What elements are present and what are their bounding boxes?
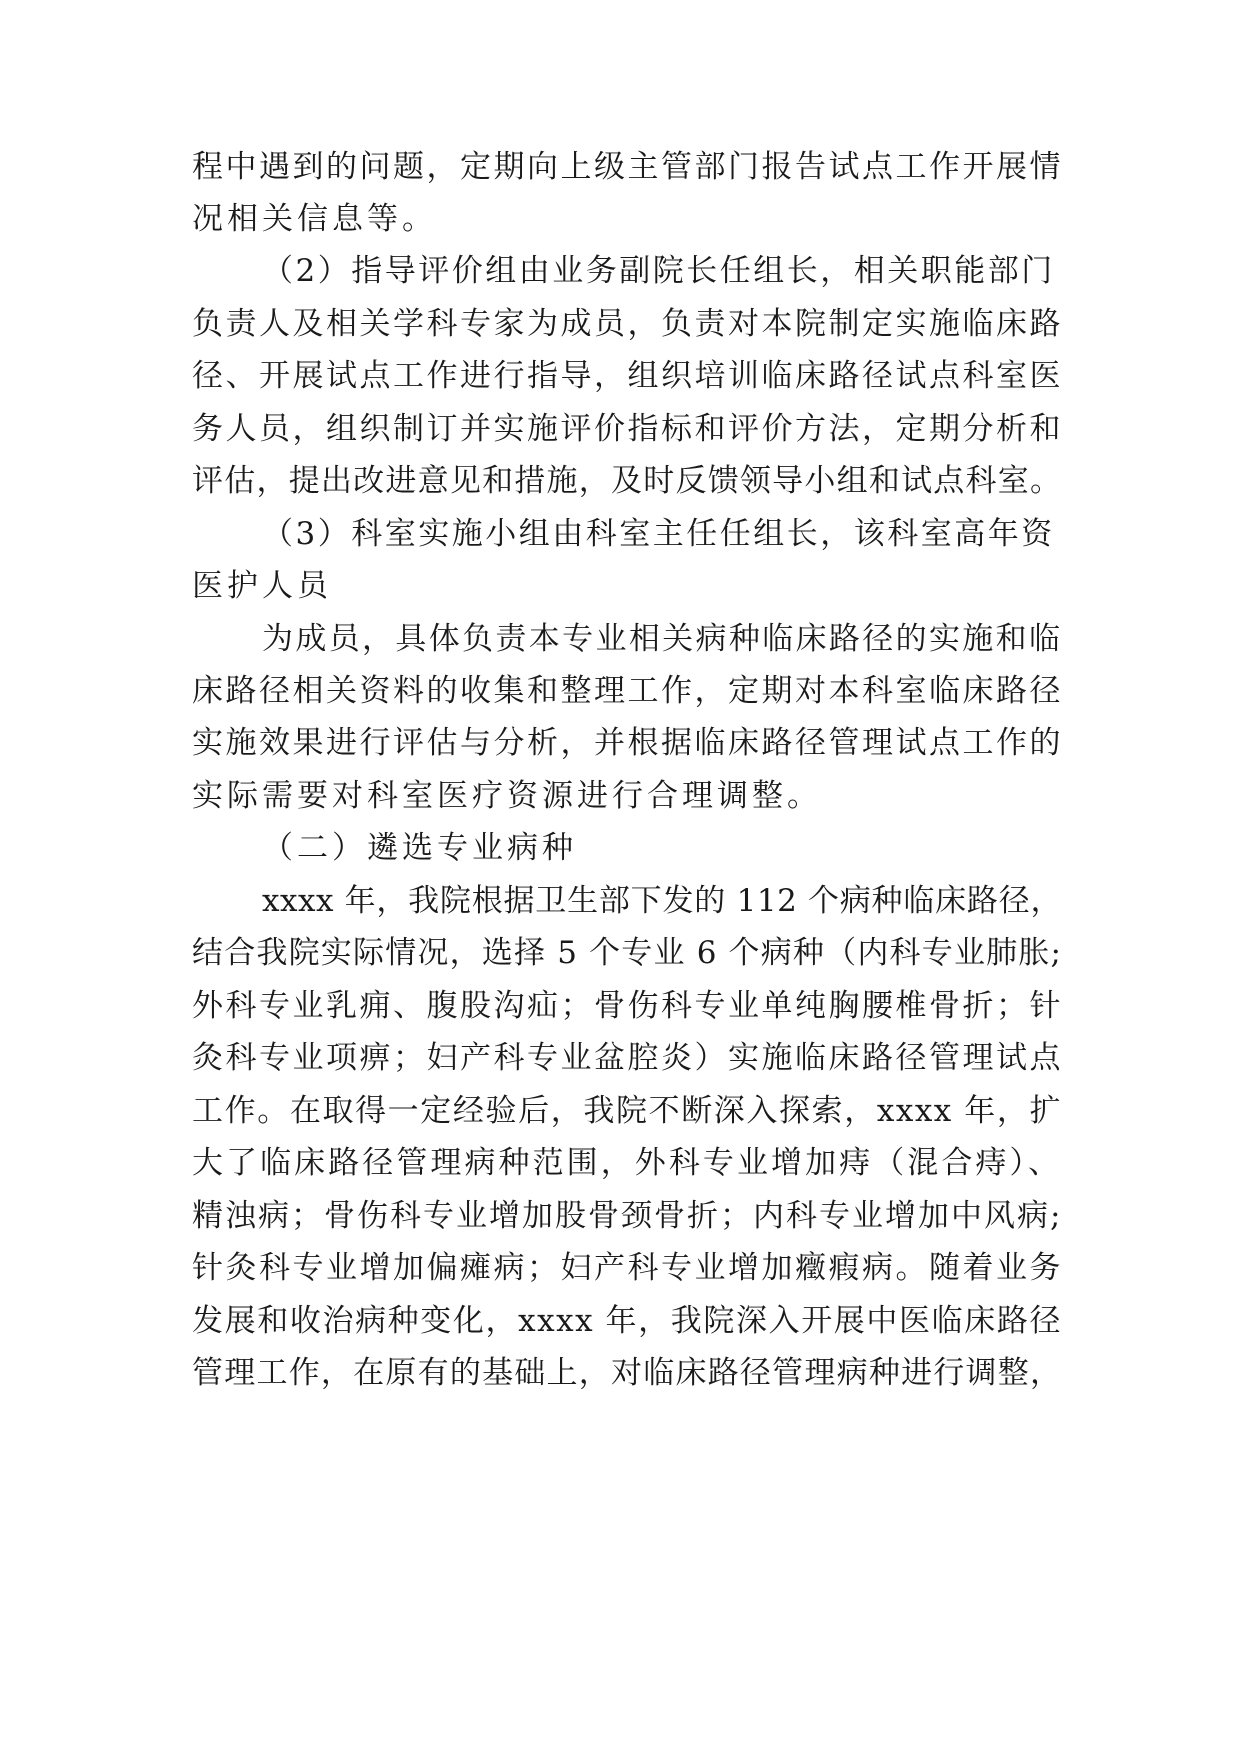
text-line-4: 负责人及相关学科专家为成员，负责对本院制定实施临床路 xyxy=(192,306,1063,342)
text-line-5: 径、开展试点工作进行指导，组织培训临床路径试点科室医 xyxy=(192,358,1063,394)
text-line-24: 管理工作，在原有的基础上，对临床路径管理病种进行调整， xyxy=(192,1355,1062,1391)
text-line-3: （2）指导评价组由业务副院长任组长，相关职能部门 xyxy=(262,253,1055,289)
text-line-1: 程中遇到的问题，定期向上级主管部门报告试点工作开展情 xyxy=(192,149,1063,185)
text-line-15: xxxx 年，我院根据卫生部下发的 112 个病种临床路径， xyxy=(262,883,1062,919)
text-line-13: 实际需要对科室医疗资源进行合理调整。 xyxy=(192,778,822,814)
text-line-19: 工作。在取得一定经验后，我院不断深入探索，xxxx 年，扩 xyxy=(192,1093,1062,1129)
text-line-21: 精浊病；骨伤科专业增加股骨颈骨折；内科专业增加中风病; xyxy=(192,1198,1063,1234)
text-line-9: 医护人员 xyxy=(192,568,332,604)
text-line-2: 况相关信息等。 xyxy=(192,201,437,237)
text-line-8: （3）科室实施小组由科室主任任组长，该科室高年资 xyxy=(262,516,1055,552)
text-line-12: 实施效果进行评估与分析，并根据临床路径管理试点工作的 xyxy=(192,725,1063,761)
text-line-18: 灸科专业项痹；妇产科专业盆腔炎）实施临床路径管理试点 xyxy=(192,1040,1063,1076)
text-line-10: 为成员，具体负责本专业相关病种临床路径的实施和临 xyxy=(262,621,1062,657)
text-line-16: 结合我院实际情况，选择 5 个专业 6 个病种（内科专业肺胀; xyxy=(192,935,1062,971)
text-line-22: 针灸科专业增加偏瘫病；妇产科专业增加癥瘕病。随着业务 xyxy=(192,1250,1063,1286)
text-line-11: 床路径相关资料的收集和整理工作，定期对本科室临床路径 xyxy=(192,673,1063,709)
text-line-6: 务人员，组织制订并实施评价指标和评价方法，定期分析和 xyxy=(192,411,1063,447)
text-line-7: 评估，提出改进意见和措施，及时反馈领导小组和试点科室。 xyxy=(192,463,1062,499)
section-heading: （二）遴选专业病种 xyxy=(262,830,577,866)
text-line-20: 大了临床路径管理病种范围，外科专业增加痔（混合痔）、 xyxy=(192,1145,1062,1181)
text-line-23: 发展和收治病种变化，xxxx 年，我院深入开展中医临床路径 xyxy=(192,1303,1062,1339)
text-line-17: 外科专业乳痈、腹股沟疝；骨伤科专业单纯胸腰椎骨折；针 xyxy=(192,988,1063,1024)
